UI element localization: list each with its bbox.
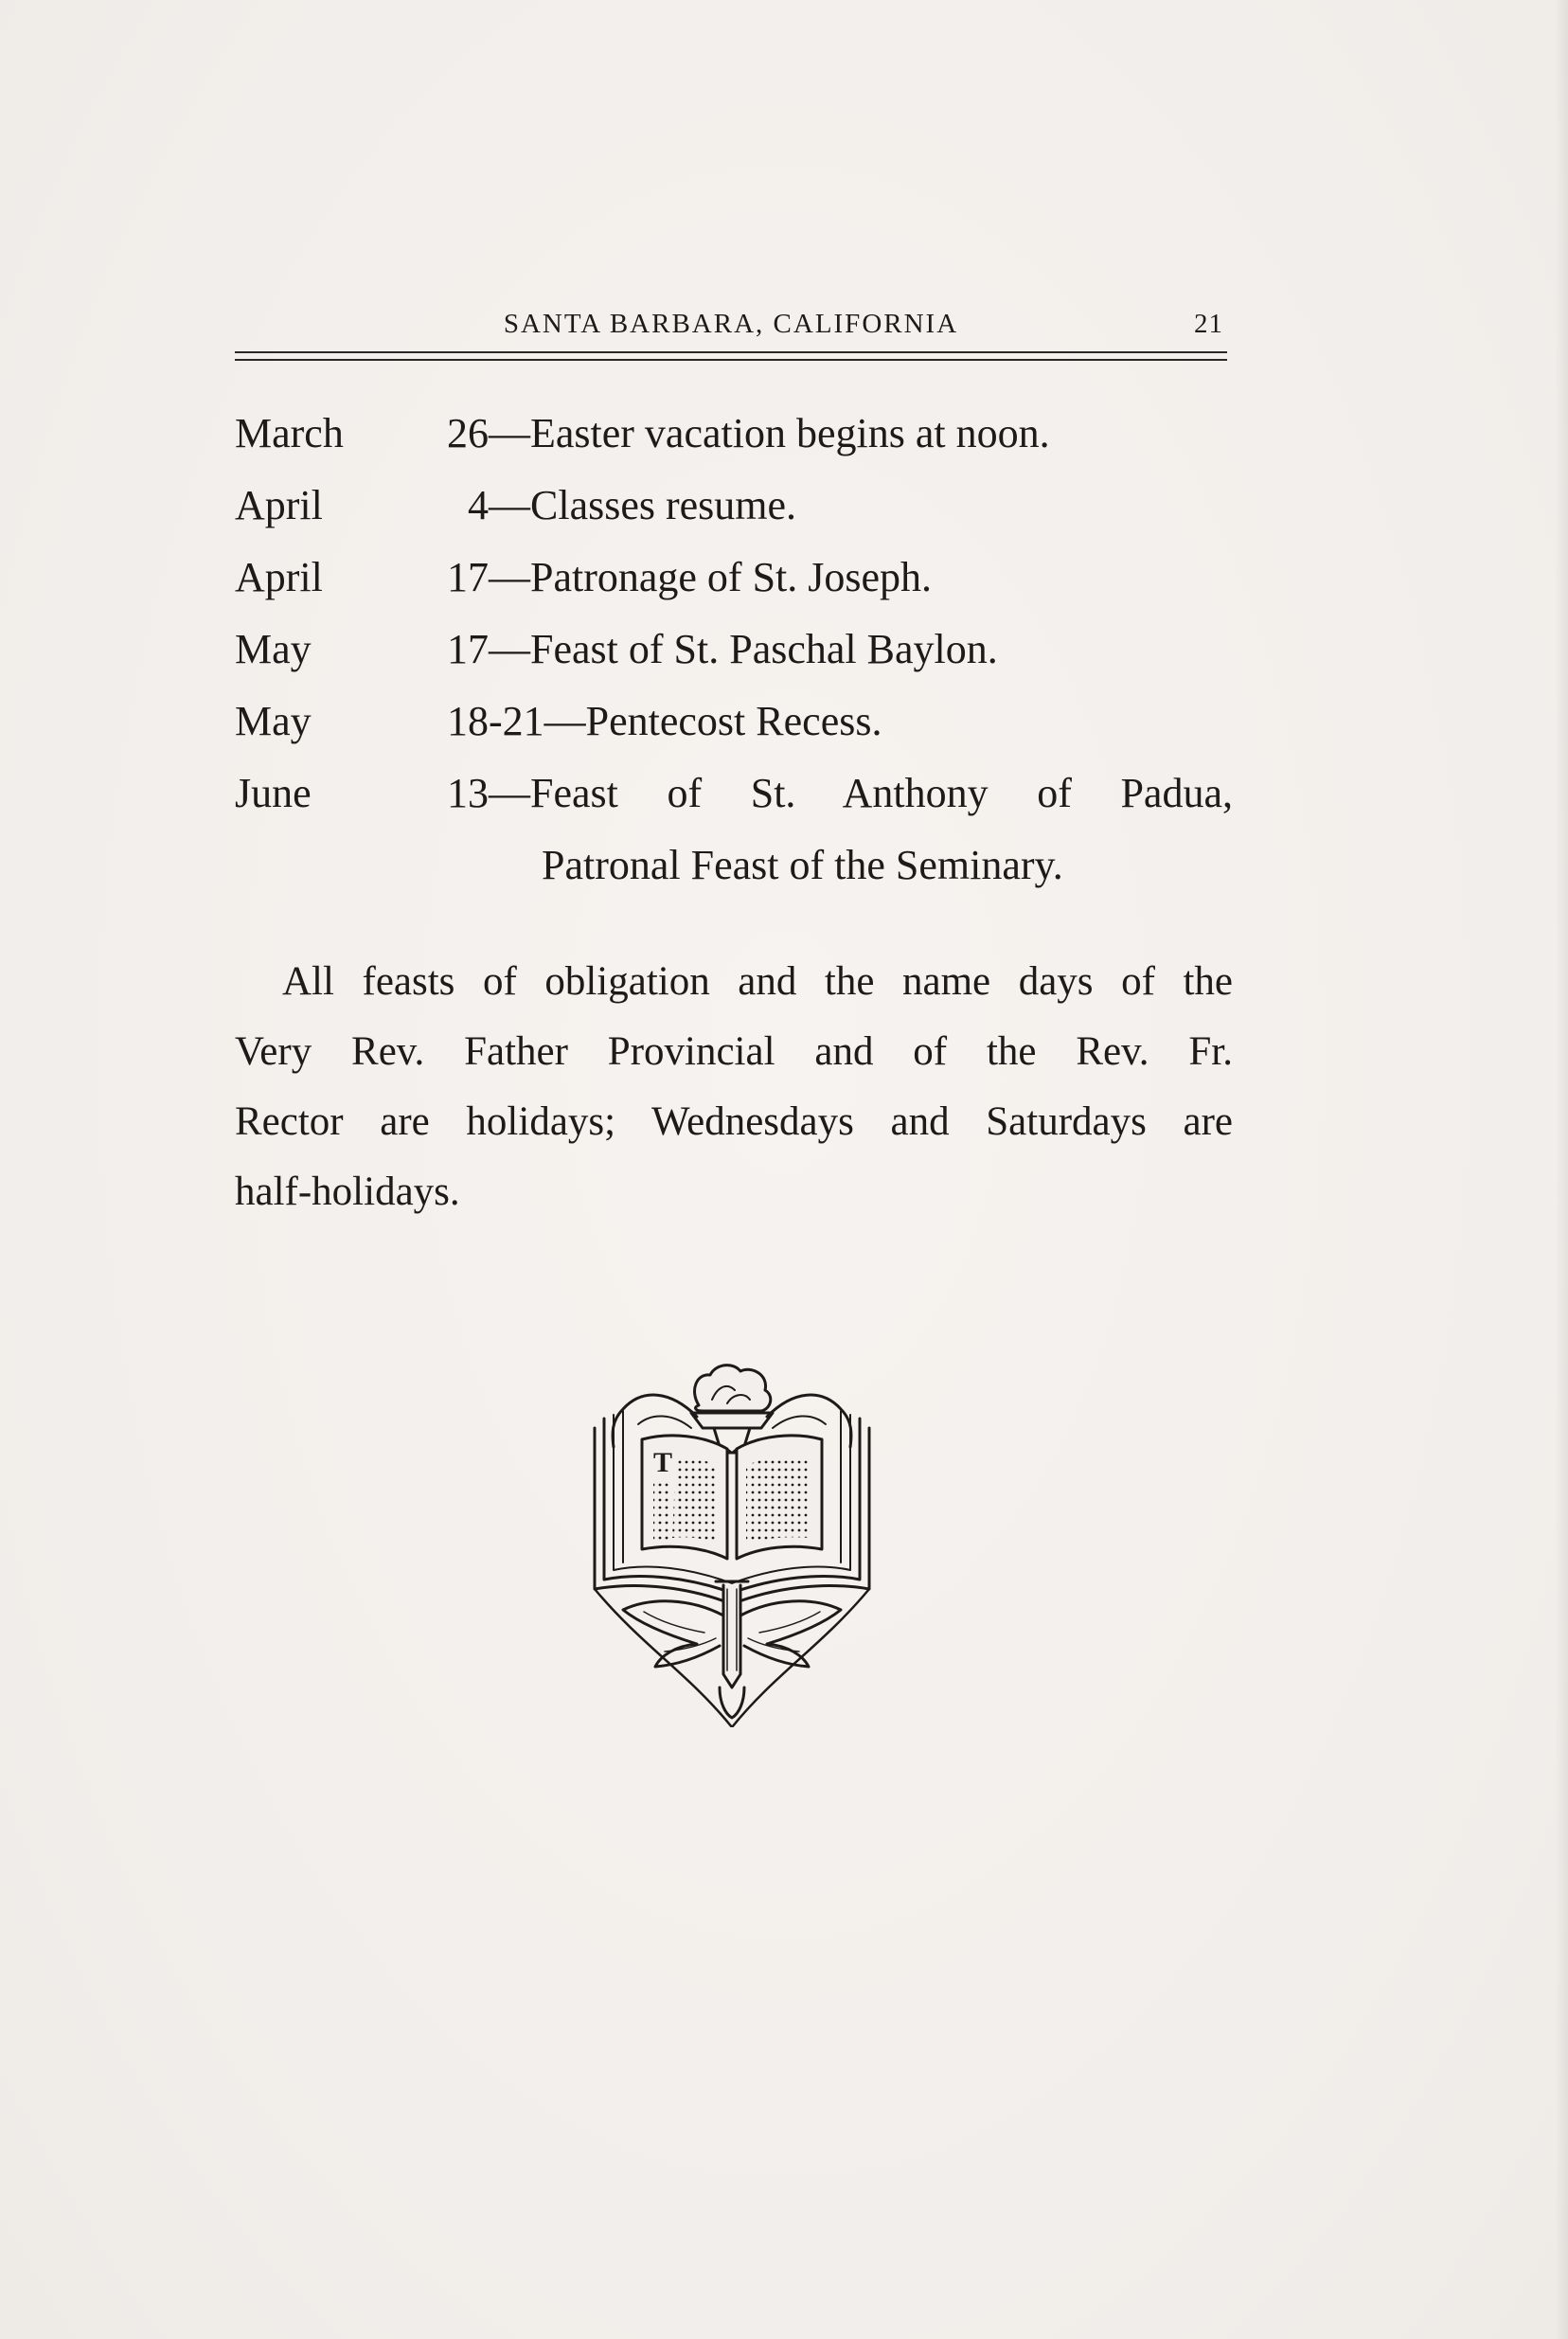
calendar-entry — [235, 398, 1238, 470]
page-edge-shadow — [1555, 0, 1568, 2339]
running-title: SANTA BARBARA, CALIFORNIA — [503, 309, 959, 339]
calendar-event: 4—Classes resume. — [468, 482, 797, 528]
calendar-entry — [235, 614, 1238, 686]
running-header — [235, 309, 1227, 347]
calendar-event: 26—Easter vacation begins at noon. — [447, 410, 1050, 456]
calendar-event: 17—Feast of St. Paschal Baylon. — [447, 626, 998, 672]
calendar-entry — [235, 470, 1238, 542]
calendar-entry-continuation — [235, 830, 1238, 902]
svg-text:T: T — [653, 1447, 673, 1478]
book-torch-wings-emblem-icon — [585, 1362, 879, 1727]
calendar-month: April — [235, 554, 323, 600]
paragraph-line: All feasts of obligation and the name days of the — [282, 959, 1233, 1004]
calendar-list — [235, 398, 1238, 902]
calendar-month: April — [235, 482, 323, 528]
header-rule-bottom — [235, 359, 1227, 361]
calendar-entry — [235, 686, 1238, 758]
calendar-event: 18-21—Pentecost Recess. — [447, 698, 882, 744]
calendar-entry — [235, 758, 1238, 830]
calendar-month: March — [235, 410, 344, 456]
calendar-event-continuation: Patronal Feast of the Seminary. — [542, 842, 1063, 888]
header-rule-top — [235, 351, 1227, 353]
calendar-month: May — [235, 626, 312, 672]
paragraph-line: Very Rev. Father Provincial and of the Rev. Fr. — [235, 1029, 1233, 1074]
calendar-month: May — [235, 698, 312, 744]
calendar-event: 13—Feast of St. Anthony of Padua, — [447, 770, 1233, 816]
calendar-month: June — [235, 770, 312, 816]
holidays-paragraph — [235, 947, 1233, 1227]
page-number: 21 — [1194, 309, 1223, 339]
paragraph-line: Rector are holidays; Wednesdays and Saturdays are — [235, 1099, 1233, 1144]
paragraph-line: half-holidays. — [235, 1170, 460, 1214]
calendar-event: 17—Patronage of St. Joseph. — [447, 554, 933, 600]
calendar-entry — [235, 542, 1238, 614]
